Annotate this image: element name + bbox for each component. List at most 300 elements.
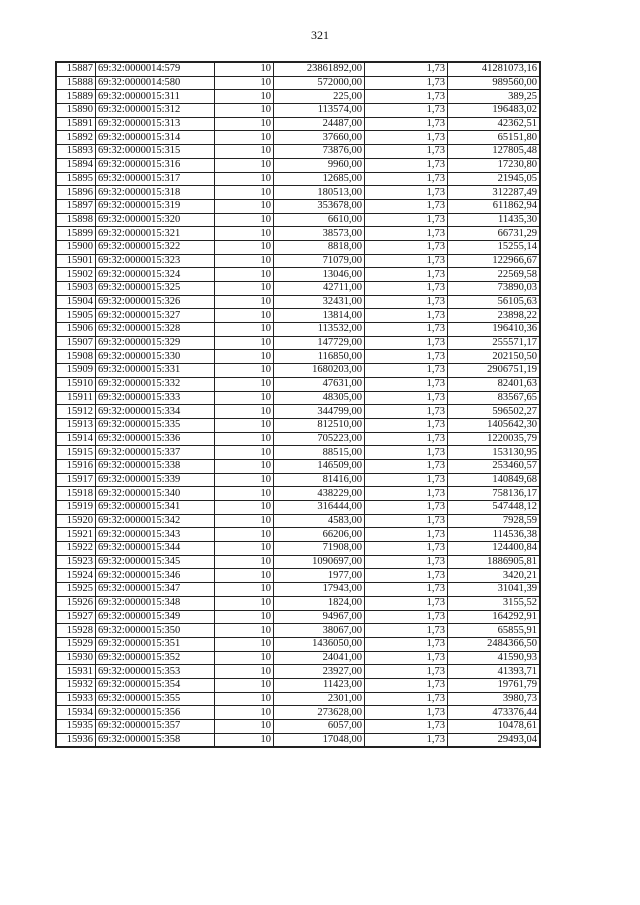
rate-cell: 10 [215, 104, 274, 118]
coefficient-cell: 1,73 [365, 364, 448, 378]
row-number: 15923 [56, 555, 96, 569]
table-row [56, 528, 540, 542]
coefficient-cell: 1,73 [365, 637, 448, 651]
table-row [56, 282, 540, 296]
cadastral-cost: 1824,00 [274, 596, 365, 610]
coefficient-cell: 1,73 [365, 706, 448, 720]
row-number: 15903 [56, 282, 96, 296]
table-row [56, 76, 540, 90]
rate-cell: 10 [215, 131, 274, 145]
cadastral-cost: 147729,00 [274, 336, 365, 350]
coefficient-cell: 1,73 [365, 240, 448, 254]
total-cell: 389,25 [448, 90, 541, 104]
cadastral-cost: 353678,00 [274, 199, 365, 213]
cadastral-number: 69:32:0000015:324 [96, 268, 215, 282]
cadastral-cost: 81416,00 [274, 473, 365, 487]
rate-cell: 10 [215, 624, 274, 638]
table-row [56, 391, 540, 405]
cadastral-number: 69:32:0000015:340 [96, 487, 215, 501]
cadastral-number: 69:32:0000015:336 [96, 432, 215, 446]
cadastral-number: 69:32:0000015:348 [96, 596, 215, 610]
coefficient-cell: 1,73 [365, 76, 448, 90]
table-row [56, 336, 540, 350]
rate-cell: 10 [215, 637, 274, 651]
rate-cell: 10 [215, 487, 274, 501]
coefficient-cell: 1,73 [365, 295, 448, 309]
row-number: 15897 [56, 199, 96, 213]
table-row [56, 199, 540, 213]
cadastral-cost: 146509,00 [274, 459, 365, 473]
coefficient-cell: 1,73 [365, 720, 448, 734]
table-row [56, 418, 540, 432]
total-cell: 82401,63 [448, 377, 541, 391]
table-row [56, 432, 540, 446]
row-number: 15896 [56, 186, 96, 200]
cadastral-number: 69:32:0000015:341 [96, 501, 215, 515]
coefficient-cell: 1,73 [365, 583, 448, 597]
cadastral-cost: 37660,00 [274, 131, 365, 145]
total-cell: 196483,02 [448, 104, 541, 118]
rate-cell: 10 [215, 692, 274, 706]
table-row [56, 678, 540, 692]
cadastral-number: 69:32:0000015:342 [96, 514, 215, 528]
total-cell: 255571,17 [448, 336, 541, 350]
cadastral-number: 69:32:0000015:313 [96, 117, 215, 131]
rate-cell: 10 [215, 733, 274, 747]
cadastral-number: 69:32:0000015:357 [96, 720, 215, 734]
total-cell: 547448,12 [448, 501, 541, 515]
table-row [56, 213, 540, 227]
table-row [56, 186, 540, 200]
row-number: 15910 [56, 377, 96, 391]
table-row [56, 158, 540, 172]
total-cell: 202150,50 [448, 350, 541, 364]
total-cell: 127805,48 [448, 145, 541, 159]
row-number: 15888 [56, 76, 96, 90]
cadastral-number: 69:32:0000015:319 [96, 199, 215, 213]
total-cell: 21945,05 [448, 172, 541, 186]
cadastral-cost: 113532,00 [274, 323, 365, 337]
row-number: 15917 [56, 473, 96, 487]
cadastral-number: 69:32:0000014:580 [96, 76, 215, 90]
coefficient-cell: 1,73 [365, 172, 448, 186]
table-row [56, 459, 540, 473]
rate-cell: 10 [215, 514, 274, 528]
total-cell: 1220035,79 [448, 432, 541, 446]
cadastral-number: 69:32:0000014:579 [96, 62, 215, 76]
cadastral-number: 69:32:0000015:356 [96, 706, 215, 720]
coefficient-cell: 1,73 [365, 678, 448, 692]
table-row [56, 720, 540, 734]
rate-cell: 10 [215, 364, 274, 378]
rate-cell: 10 [215, 172, 274, 186]
coefficient-cell: 1,73 [365, 104, 448, 118]
cadastral-cost: 225,00 [274, 90, 365, 104]
cadastral-number: 69:32:0000015:339 [96, 473, 215, 487]
cadastral-number: 69:32:0000015:338 [96, 459, 215, 473]
cadastral-cost: 273628,00 [274, 706, 365, 720]
table-row [56, 254, 540, 268]
cadastral-cost: 24487,00 [274, 117, 365, 131]
row-number: 15899 [56, 227, 96, 241]
cadastral-cost: 13814,00 [274, 309, 365, 323]
rate-cell: 10 [215, 720, 274, 734]
coefficient-cell: 1,73 [365, 610, 448, 624]
coefficient-cell: 1,73 [365, 501, 448, 515]
table-row [56, 227, 540, 241]
row-number: 15902 [56, 268, 96, 282]
cadastral-cost: 17048,00 [274, 733, 365, 747]
table-row [56, 295, 540, 309]
row-number: 15931 [56, 665, 96, 679]
row-number: 15893 [56, 145, 96, 159]
cadastral-number: 69:32:0000015:322 [96, 240, 215, 254]
coefficient-cell: 1,73 [365, 336, 448, 350]
coefficient-cell: 1,73 [365, 145, 448, 159]
total-cell: 56105,63 [448, 295, 541, 309]
coefficient-cell: 1,73 [365, 596, 448, 610]
cadastral-cost: 8818,00 [274, 240, 365, 254]
total-cell: 989560,00 [448, 76, 541, 90]
cadastral-cost: 316444,00 [274, 501, 365, 515]
row-number: 15926 [56, 596, 96, 610]
row-number: 15904 [56, 295, 96, 309]
rate-cell: 10 [215, 145, 274, 159]
cadastral-number: 69:32:0000015:317 [96, 172, 215, 186]
coefficient-cell: 1,73 [365, 62, 448, 76]
total-cell: 473376,44 [448, 706, 541, 720]
table-row [56, 637, 540, 651]
coefficient-cell: 1,73 [365, 514, 448, 528]
row-number: 15898 [56, 213, 96, 227]
table-row [56, 104, 540, 118]
rate-cell: 10 [215, 282, 274, 296]
table-row [56, 583, 540, 597]
row-number: 15932 [56, 678, 96, 692]
row-number: 15912 [56, 405, 96, 419]
table-row [56, 487, 540, 501]
coefficient-cell: 1,73 [365, 186, 448, 200]
total-cell: 41281073,16 [448, 62, 541, 76]
total-cell: 3980,73 [448, 692, 541, 706]
coefficient-cell: 1,73 [365, 651, 448, 665]
table-row [56, 624, 540, 638]
coefficient-cell: 1,73 [365, 254, 448, 268]
cadastral-number: 69:32:0000015:350 [96, 624, 215, 638]
coefficient-cell: 1,73 [365, 405, 448, 419]
coefficient-cell: 1,73 [365, 555, 448, 569]
cadastral-cost: 23927,00 [274, 665, 365, 679]
cadastral-number: 69:32:0000015:311 [96, 90, 215, 104]
table-row [56, 62, 540, 76]
row-number: 15933 [56, 692, 96, 706]
cadastral-number: 69:32:0000015:318 [96, 186, 215, 200]
rate-cell: 10 [215, 678, 274, 692]
row-number: 15925 [56, 583, 96, 597]
rate-cell: 10 [215, 583, 274, 597]
cadastral-cost: 1977,00 [274, 569, 365, 583]
row-number: 15895 [56, 172, 96, 186]
cadastral-cost: 17943,00 [274, 583, 365, 597]
rate-cell: 10 [215, 336, 274, 350]
registry-table [55, 61, 541, 748]
total-cell: 196410,36 [448, 323, 541, 337]
coefficient-cell: 1,73 [365, 542, 448, 556]
total-cell: 42362,51 [448, 117, 541, 131]
coefficient-cell: 1,73 [365, 624, 448, 638]
cadastral-number: 69:32:0000015:337 [96, 446, 215, 460]
coefficient-cell: 1,73 [365, 323, 448, 337]
cadastral-number: 69:32:0000015:328 [96, 323, 215, 337]
rate-cell: 10 [215, 309, 274, 323]
row-number: 15891 [56, 117, 96, 131]
cadastral-cost: 47631,00 [274, 377, 365, 391]
coefficient-cell: 1,73 [365, 665, 448, 679]
rate-cell: 10 [215, 254, 274, 268]
rate-cell: 10 [215, 227, 274, 241]
total-cell: 65151,80 [448, 131, 541, 145]
rate-cell: 10 [215, 391, 274, 405]
total-cell: 140849,68 [448, 473, 541, 487]
table-row [56, 692, 540, 706]
coefficient-cell: 1,73 [365, 432, 448, 446]
row-number: 15889 [56, 90, 96, 104]
registry-table-body [56, 62, 540, 747]
cadastral-cost: 180513,00 [274, 186, 365, 200]
cadastral-cost: 23861892,00 [274, 62, 365, 76]
cadastral-cost: 24041,00 [274, 651, 365, 665]
total-cell: 2906751,19 [448, 364, 541, 378]
cadastral-number: 69:32:0000015:345 [96, 555, 215, 569]
cadastral-number: 69:32:0000015:358 [96, 733, 215, 747]
cadastral-cost: 94967,00 [274, 610, 365, 624]
table-row [56, 473, 540, 487]
row-number: 15900 [56, 240, 96, 254]
cadastral-cost: 38573,00 [274, 227, 365, 241]
table-row [56, 610, 540, 624]
cadastral-cost: 6610,00 [274, 213, 365, 227]
total-cell: 65855,91 [448, 624, 541, 638]
rate-cell: 10 [215, 213, 274, 227]
row-number: 15887 [56, 62, 96, 76]
cadastral-number: 69:32:0000015:325 [96, 282, 215, 296]
coefficient-cell: 1,73 [365, 377, 448, 391]
table-row [56, 309, 540, 323]
cadastral-number: 69:32:0000015:347 [96, 583, 215, 597]
row-number: 15890 [56, 104, 96, 118]
cadastral-number: 69:32:0000015:320 [96, 213, 215, 227]
rate-cell: 10 [215, 377, 274, 391]
table-row [56, 555, 540, 569]
total-cell: 19761,79 [448, 678, 541, 692]
row-number: 15915 [56, 446, 96, 460]
table-row [56, 514, 540, 528]
coefficient-cell: 1,73 [365, 487, 448, 501]
row-number: 15907 [56, 336, 96, 350]
rate-cell: 10 [215, 473, 274, 487]
row-number: 15918 [56, 487, 96, 501]
cadastral-cost: 13046,00 [274, 268, 365, 282]
coefficient-cell: 1,73 [365, 569, 448, 583]
total-cell: 1886905,81 [448, 555, 541, 569]
total-cell: 312287,49 [448, 186, 541, 200]
rate-cell: 10 [215, 569, 274, 583]
row-number: 15919 [56, 501, 96, 515]
table-row [56, 706, 540, 720]
cadastral-cost: 344799,00 [274, 405, 365, 419]
row-number: 15927 [56, 610, 96, 624]
cadastral-cost: 113574,00 [274, 104, 365, 118]
rate-cell: 10 [215, 62, 274, 76]
total-cell: 611862,94 [448, 199, 541, 213]
coefficient-cell: 1,73 [365, 350, 448, 364]
cadastral-number: 69:32:0000015:314 [96, 131, 215, 145]
rate-cell: 10 [215, 405, 274, 419]
cadastral-number: 69:32:0000015:335 [96, 418, 215, 432]
table-row [56, 240, 540, 254]
coefficient-cell: 1,73 [365, 227, 448, 241]
cadastral-cost: 6057,00 [274, 720, 365, 734]
cadastral-number: 69:32:0000015:330 [96, 350, 215, 364]
cadastral-cost: 12685,00 [274, 172, 365, 186]
table-row [56, 651, 540, 665]
cadastral-number: 69:32:0000015:352 [96, 651, 215, 665]
cadastral-cost: 812510,00 [274, 418, 365, 432]
rate-cell: 10 [215, 268, 274, 282]
cadastral-cost: 71908,00 [274, 542, 365, 556]
coefficient-cell: 1,73 [365, 528, 448, 542]
coefficient-cell: 1,73 [365, 213, 448, 227]
coefficient-cell: 1,73 [365, 459, 448, 473]
row-number: 15908 [56, 350, 96, 364]
cadastral-cost: 73876,00 [274, 145, 365, 159]
coefficient-cell: 1,73 [365, 309, 448, 323]
cadastral-cost: 1436050,00 [274, 637, 365, 651]
cadastral-cost: 48305,00 [274, 391, 365, 405]
total-cell: 17230,80 [448, 158, 541, 172]
row-number: 15922 [56, 542, 96, 556]
coefficient-cell: 1,73 [365, 418, 448, 432]
total-cell: 7928,59 [448, 514, 541, 528]
cadastral-cost: 116850,00 [274, 350, 365, 364]
rate-cell: 10 [215, 501, 274, 515]
total-cell: 41393,71 [448, 665, 541, 679]
cadastral-cost: 9960,00 [274, 158, 365, 172]
cadastral-number: 69:32:0000015:349 [96, 610, 215, 624]
table-row [56, 733, 540, 747]
total-cell: 164292,91 [448, 610, 541, 624]
row-number: 15928 [56, 624, 96, 638]
row-number: 15909 [56, 364, 96, 378]
total-cell: 596502,27 [448, 405, 541, 419]
total-cell: 31041,39 [448, 583, 541, 597]
total-cell: 22569,58 [448, 268, 541, 282]
rate-cell: 10 [215, 432, 274, 446]
cadastral-cost: 1090697,00 [274, 555, 365, 569]
coefficient-cell: 1,73 [365, 692, 448, 706]
cadastral-cost: 38067,00 [274, 624, 365, 638]
cadastral-cost: 71079,00 [274, 254, 365, 268]
table-row [56, 569, 540, 583]
row-number: 15905 [56, 309, 96, 323]
rate-cell: 10 [215, 117, 274, 131]
total-cell: 153130,95 [448, 446, 541, 460]
rate-cell: 10 [215, 706, 274, 720]
cadastral-number: 69:32:0000015:355 [96, 692, 215, 706]
coefficient-cell: 1,73 [365, 90, 448, 104]
table-row [56, 377, 540, 391]
table-row [56, 131, 540, 145]
cadastral-number: 69:32:0000015:331 [96, 364, 215, 378]
rate-cell: 10 [215, 459, 274, 473]
row-number: 15921 [56, 528, 96, 542]
table-row [56, 596, 540, 610]
rate-cell: 10 [215, 610, 274, 624]
cadastral-number: 69:32:0000015:334 [96, 405, 215, 419]
total-cell: 29493,04 [448, 733, 541, 747]
row-number: 15916 [56, 459, 96, 473]
coefficient-cell: 1,73 [365, 268, 448, 282]
total-cell: 15255,14 [448, 240, 541, 254]
table-row [56, 665, 540, 679]
coefficient-cell: 1,73 [365, 733, 448, 747]
page-number: 321 [311, 28, 329, 42]
cadastral-number: 69:32:0000015:333 [96, 391, 215, 405]
total-cell: 3420,21 [448, 569, 541, 583]
total-cell: 41590,93 [448, 651, 541, 665]
rate-cell: 10 [215, 158, 274, 172]
total-cell: 83567,65 [448, 391, 541, 405]
cadastral-cost: 4583,00 [274, 514, 365, 528]
total-cell: 10478,61 [448, 720, 541, 734]
total-cell: 11435,30 [448, 213, 541, 227]
cadastral-cost: 32431,00 [274, 295, 365, 309]
row-number: 15936 [56, 733, 96, 747]
row-number: 15935 [56, 720, 96, 734]
rate-cell: 10 [215, 76, 274, 90]
cadastral-number: 69:32:0000015:315 [96, 145, 215, 159]
row-number: 15924 [56, 569, 96, 583]
table-row [56, 268, 540, 282]
total-cell: 2484366,50 [448, 637, 541, 651]
coefficient-cell: 1,73 [365, 131, 448, 145]
cadastral-number: 69:32:0000015:323 [96, 254, 215, 268]
cadastral-number: 69:32:0000015:332 [96, 377, 215, 391]
cadastral-cost: 66206,00 [274, 528, 365, 542]
total-cell: 3155,52 [448, 596, 541, 610]
cadastral-number: 69:32:0000015:329 [96, 336, 215, 350]
cadastral-cost: 2301,00 [274, 692, 365, 706]
total-cell: 124400,84 [448, 542, 541, 556]
table-row [56, 323, 540, 337]
total-cell: 66731,29 [448, 227, 541, 241]
cadastral-number: 69:32:0000015:346 [96, 569, 215, 583]
table-row [56, 172, 540, 186]
cadastral-number: 69:32:0000015:343 [96, 528, 215, 542]
total-cell: 23898,22 [448, 309, 541, 323]
row-number: 15930 [56, 651, 96, 665]
rate-cell: 10 [215, 528, 274, 542]
table-row [56, 364, 540, 378]
rate-cell: 10 [215, 323, 274, 337]
cadastral-number: 69:32:0000015:344 [96, 542, 215, 556]
cadastral-cost: 88515,00 [274, 446, 365, 460]
row-number: 15901 [56, 254, 96, 268]
table-row [56, 145, 540, 159]
rate-cell: 10 [215, 186, 274, 200]
rate-cell: 10 [215, 665, 274, 679]
row-number: 15920 [56, 514, 96, 528]
